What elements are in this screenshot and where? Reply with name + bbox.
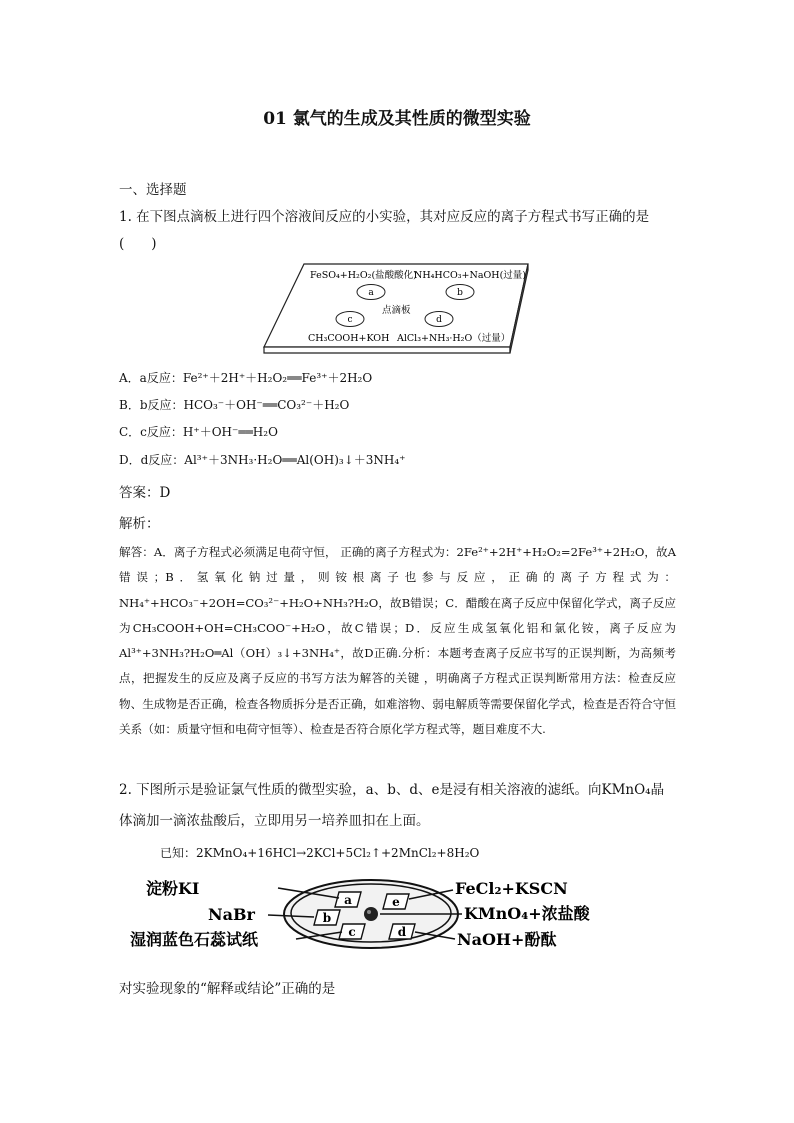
label-bottom-right: AlCl₃+NH₃·H₂O（过量） (397, 333, 511, 344)
label-fecl2-kscn: FeCl₂+KSCN (455, 879, 568, 898)
label-center: 点滴板 (382, 305, 411, 316)
option-b: B．b反应：HCO₃⁻＋OH⁻══CO₃²⁻＋H₂O (119, 398, 350, 412)
paper-d-label: d (397, 925, 407, 939)
section-heading: 一、选择题 (119, 182, 187, 198)
known-equation: 已知：2KMnO₄+16HCl→2KCl+5Cl₂↑+2MnCl₂+8H₂O (160, 846, 480, 860)
paper-c-label: c (348, 925, 356, 939)
label-starch-ki: 淀粉KI (146, 879, 200, 898)
plate-front-edge (264, 347, 510, 353)
paper-e-label: e (392, 895, 400, 909)
label-top-right: NH₄HCO₃+NaOH(过量) (414, 270, 526, 281)
paper-a-label: a (344, 893, 352, 907)
crystal-highlight (367, 910, 371, 914)
q1-stem-line1: 1. 在下图点滴板上进行四个溶液间反应的小实验，其对应反应的离子方程式书写正确的是 (119, 209, 650, 225)
document-title: 01 氯气的生成及其性质的微型实验 (263, 109, 531, 129)
kmno4-crystal (364, 907, 378, 921)
label-naoh-phenolphthalein: NaOH+酚酞 (457, 930, 557, 949)
q2-stem-line2: 体滴加一滴浓盐酸后，立即用另一培养皿扣在上面。 (119, 813, 430, 829)
well-b-label: b (457, 288, 463, 298)
label-bottom-left: CH₃COOH+KOH (308, 333, 390, 344)
answer-text: 答案：D (119, 485, 171, 501)
petri-dish-figure (118, 868, 618, 968)
option-c: C．c反应：H⁺＋OH⁻══H₂O (119, 425, 278, 439)
well-d-label: d (436, 315, 442, 325)
label-kmno4-hcl: KMnO₄+浓盐酸 (464, 904, 590, 923)
analysis-label: 解析： (119, 516, 160, 532)
spot-plate-figure (262, 262, 534, 358)
q1-stem-line2: ( ) (119, 236, 157, 252)
spot-plate-diagram (262, 262, 534, 358)
petri-dish-diagram (118, 868, 618, 968)
well-c-label: c (347, 315, 353, 325)
explanation-paragraph: 解答：A．离子方程式必须满足电荷守恒， 正确的离子方程式为：2Fe²⁺+2H⁺+H₂O₂=2Fe³⁺+2H₂O，故A错误；B．氢氧化钠过量，则铵根离子也参与反应，正确的离子方程式为：NH₄⁺+HCO₃⁻+2OH=CO₃²⁻+H₂O+NH₃?H₂O，故B错误；C．醋酸在离子反应中保留化学式，离子反应为CH₃COOH+OH=CH₃COO⁻+H₂O，故C错误；D．反应生成氢氧化铝和氯化铵，离子反应为Al³⁺+3NH₃?H₂O═Al（OH）₃↓+3NH₄⁺，故D正确.分析：本题考查离子反应书写的正误判断，为高频考点，把握发生的反应及离子反应的书写方法为解答的关键 ，明确离子方程式正误判断常用方法：检查反应物、生成物是否正确，检查各物质拆分是否正确，如难溶物、弱电解质等需要保留化学式，检查是否符合守恒关系（如：质量守恒和电荷守恒等）、检查是否符合原化学方程式等，题目难度不大. (119, 545, 676, 737)
q2-question-end: 对实验现象的“解释或结论”正确的是 (119, 981, 336, 997)
option-d: D．d反应：Al³⁺＋3NH₃·H₂O══Al(OH)₃↓＋3NH₄⁺ (119, 453, 406, 467)
option-a: A．a反应：Fe²⁺＋2H⁺＋H₂O₂══Fe³⁺＋2H₂O (119, 371, 373, 385)
label-nabr: NaBr (208, 905, 255, 924)
label-top-left: FeSO₄+H₂O₂(盐酸酸化) (310, 270, 417, 281)
well-a-label: a (368, 288, 374, 298)
paper-b-label: b (322, 911, 332, 925)
q2-stem-line1: 2. 下图所示是验证氯气性质的微型实验，a、b、d、e是浸有相关溶液的滤纸。向KMnO₄晶 (119, 782, 665, 798)
label-litmus-paper: 湿润蓝色石蕊试纸 (130, 930, 259, 949)
